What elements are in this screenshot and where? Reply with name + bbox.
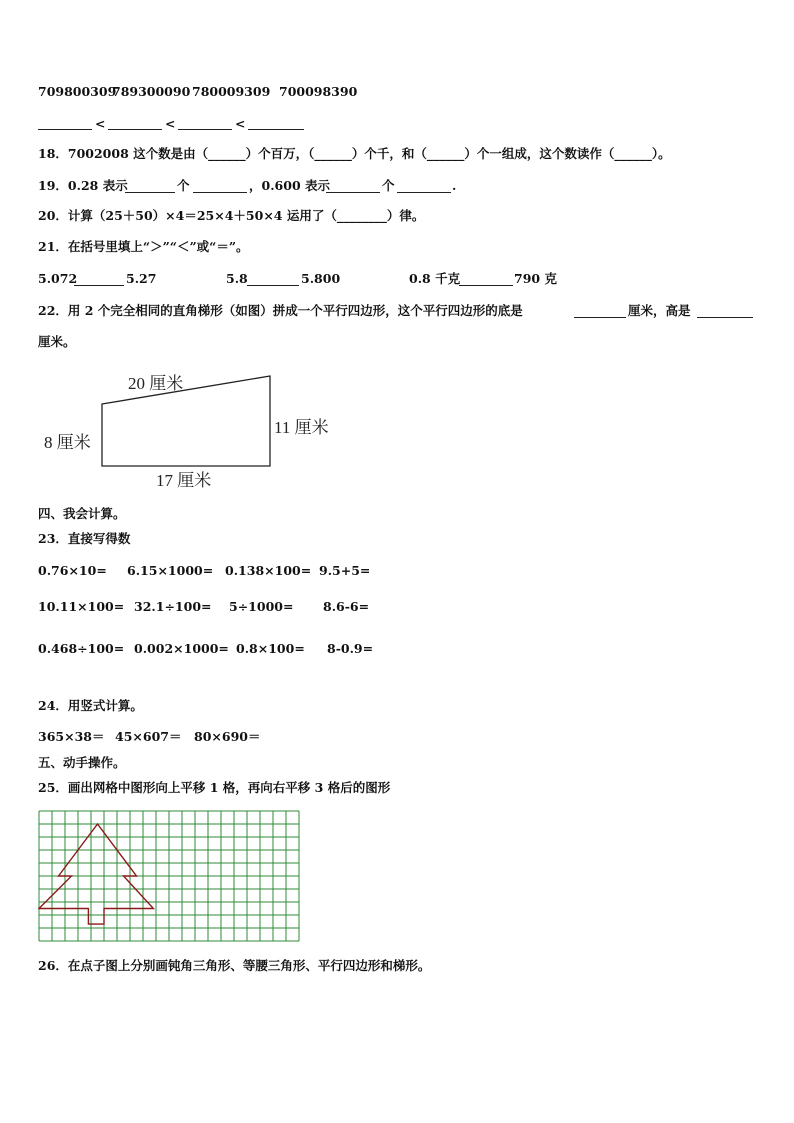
q17-less-than-2: < bbox=[165, 116, 176, 131]
trapezoid-label-left: 8 厘米 bbox=[44, 433, 91, 452]
q21-item2-right: 5.800 bbox=[301, 271, 341, 286]
trapezoid-label-top: 20 厘米 bbox=[128, 374, 184, 393]
q19-blank-1[interactable] bbox=[125, 192, 175, 193]
q23-r3c1: 0.468÷100= bbox=[38, 641, 125, 656]
q19-ge-1: 个 bbox=[177, 178, 190, 193]
q21-item3-left: 0.8 千克 bbox=[409, 271, 461, 286]
q21-item2-left: 5.8 bbox=[226, 271, 248, 286]
q17-number-1: 709800309 bbox=[38, 84, 117, 99]
q21-item1-blank[interactable] bbox=[74, 285, 124, 286]
q19-ge-2: 个 bbox=[382, 178, 395, 193]
q17-answer-blank-3[interactable] bbox=[178, 129, 232, 130]
q17-less-than-3: < bbox=[235, 116, 246, 131]
q24-item-2: 45×607＝ bbox=[115, 729, 182, 744]
q19-blank-3[interactable] bbox=[326, 192, 380, 193]
section-5-heading: 五、动手操作。 bbox=[38, 755, 126, 770]
q21-item1-left: 5.072 bbox=[38, 271, 78, 286]
q24-item-3: 80×690＝ bbox=[194, 729, 261, 744]
q18-text: 18．7002008 这个数是由（______）个百万，（______）个千，和（______）个一组成，这个数读作（______）。 bbox=[38, 146, 671, 161]
q23-r3c3: 0.8×100= bbox=[236, 641, 305, 656]
q17-number-2: 789300090 bbox=[112, 84, 191, 99]
q25-grid[interactable] bbox=[38, 810, 302, 942]
q22-trapezoid-figure bbox=[30, 360, 350, 495]
q23-r2c4: 8.6-6= bbox=[323, 599, 370, 614]
q22-blank-base[interactable] bbox=[574, 317, 626, 318]
q22-unit2: 厘米。 bbox=[38, 334, 76, 349]
q19-blank-2[interactable] bbox=[193, 192, 247, 193]
trapezoid-label-bottom: 17 厘米 bbox=[156, 471, 212, 490]
q24-item-1: 365×38＝ bbox=[38, 729, 105, 744]
q17-less-than-1: < bbox=[95, 116, 106, 131]
tree-shape bbox=[39, 824, 153, 924]
q17-number-3: 780009309 bbox=[192, 84, 271, 99]
q23-r1c3: 0.138×100= bbox=[225, 563, 312, 578]
q23-r2c1: 10.11×100= bbox=[38, 599, 125, 614]
q23-r1c4: 9.5+5= bbox=[319, 563, 371, 578]
q24-title: 24．用竖式计算。 bbox=[38, 698, 143, 713]
q21-text: 21．在括号里填上“＞”“＜”或“＝”。 bbox=[38, 239, 249, 254]
section-4-heading: 四、我会计算。 bbox=[38, 506, 126, 521]
q19-end: . bbox=[452, 178, 457, 193]
q22-blank-height[interactable] bbox=[697, 317, 753, 318]
q19-blank-4[interactable] bbox=[397, 192, 451, 193]
q23-r2c2: 32.1÷100= bbox=[134, 599, 212, 614]
q19-part1: 19．0.28 表示 bbox=[38, 178, 128, 193]
q23-r1c2: 6.15×1000= bbox=[127, 563, 214, 578]
q22-text: 22．用 2 个完全相同的直角梯形（如图）拼成一个平行四边形，这个平行四边形的底是 bbox=[38, 303, 523, 318]
q23-r3c2: 0.002×1000= bbox=[134, 641, 229, 656]
q17-number-4: 700098390 bbox=[279, 84, 358, 99]
trapezoid-label-right: 11 厘米 bbox=[274, 418, 329, 437]
q21-item3-right: 790 克 bbox=[514, 271, 557, 286]
q21-item2-blank[interactable] bbox=[247, 285, 299, 286]
q23-title: 23．直接写得数 bbox=[38, 531, 131, 546]
q23-r2c3: 5÷1000= bbox=[229, 599, 294, 614]
q23-r3c4: 8-0.9= bbox=[327, 641, 374, 656]
q25-title: 25．画出网格中图形向上平移 1 格，再向右平移 3 格后的图形 bbox=[38, 780, 391, 795]
q19-part2: ，0.600 表示 bbox=[249, 178, 330, 193]
q21-item3-blank[interactable] bbox=[459, 285, 513, 286]
q26-text: 26．在点子图上分别画钝角三角形、等腰三角形、平行四边形和梯形。 bbox=[38, 958, 431, 973]
q17-answer-blank-4[interactable] bbox=[248, 129, 304, 130]
q23-r1c1: 0.76×10= bbox=[38, 563, 107, 578]
q20-text: 20．计算（25＋50）×4＝25×4＋50×4 运用了（________）律。 bbox=[38, 208, 425, 223]
q17-answer-blank-2[interactable] bbox=[108, 129, 162, 130]
q21-item1-right: 5.27 bbox=[126, 271, 157, 286]
q22-unit1: 厘米，高是 bbox=[628, 303, 691, 318]
q17-answer-blank-1[interactable] bbox=[38, 129, 92, 130]
